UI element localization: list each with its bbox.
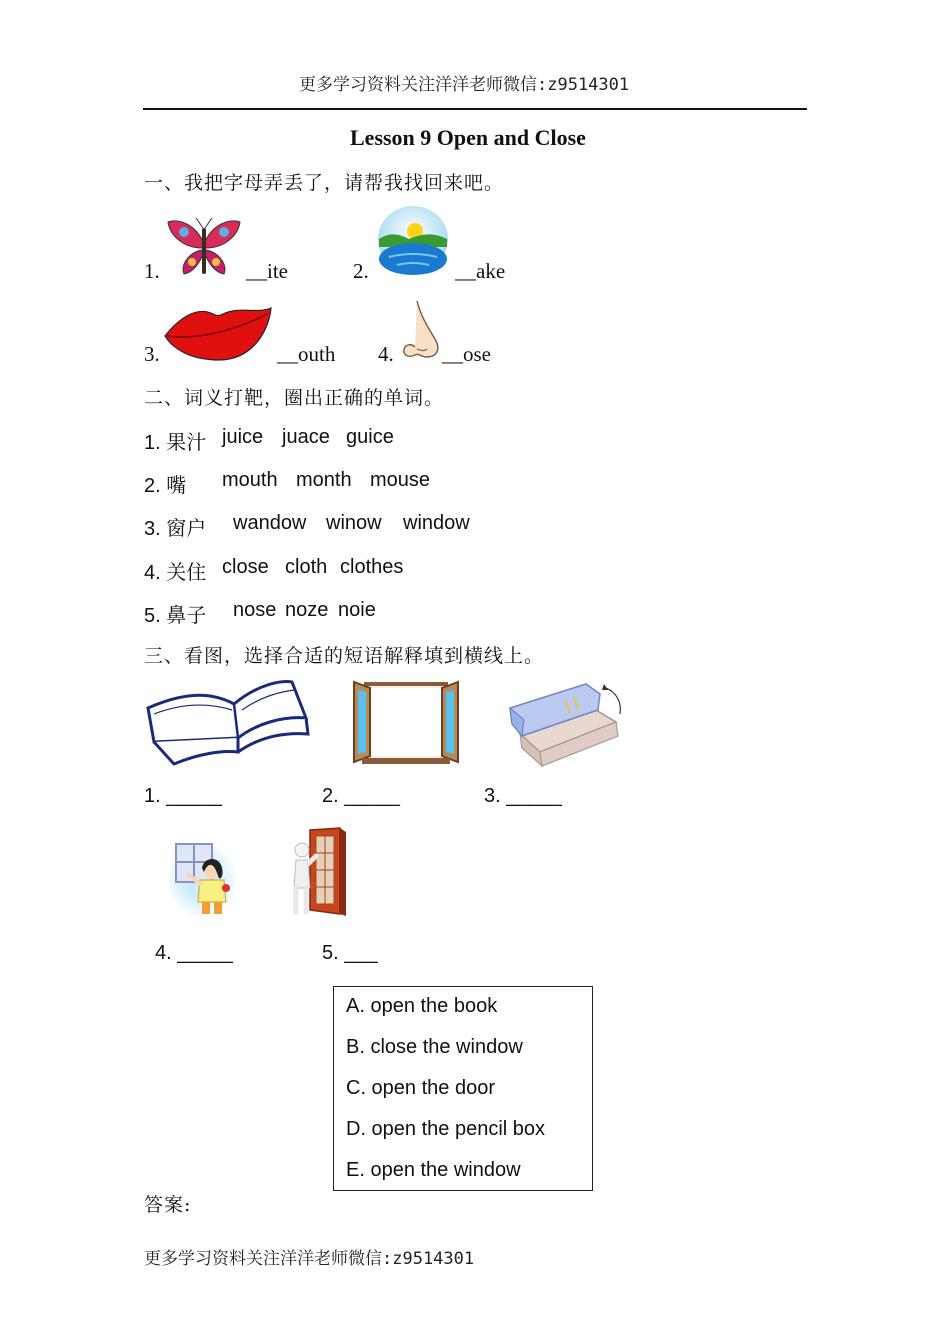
s1-item4-blank: __ose — [442, 342, 491, 366]
s1-item1-number: 1. — [144, 259, 160, 283]
s2-row5-word3: noie — [338, 599, 376, 621]
header-divider — [143, 108, 807, 110]
s2-row1-label: 1. 果汁 — [144, 432, 207, 454]
s3-blank2: 2. _____ — [322, 785, 400, 807]
s2-row4-label: 4. 关住 — [144, 562, 207, 584]
s1-item4-number: 4. — [378, 342, 394, 366]
option-b: B. close the window — [346, 1036, 523, 1058]
section2-heading: 二、词义打靶，圈出正确的单词。 — [144, 387, 445, 409]
s1-item2-blank: __ake — [455, 259, 506, 283]
page-footer: 更多学习资料关注洋洋老师微信:z9514301 — [144, 1249, 475, 1269]
s2-row2-word1: mouth — [222, 469, 278, 491]
butterfly-kite-icon — [166, 216, 242, 278]
open-book-icon — [146, 680, 310, 766]
s2-row1-word3: guice — [346, 426, 394, 448]
page-title: Lesson 9 Open and Close — [350, 125, 586, 150]
s2-row5-word2: noze — [285, 599, 329, 621]
s2-row2-word2: month — [296, 469, 352, 491]
option-e: E. open the window — [346, 1159, 521, 1181]
option-c: C. open the door — [346, 1077, 495, 1099]
pencil-box-icon — [508, 680, 626, 768]
s2-row3-word2: winow — [326, 512, 382, 534]
option-d: D. open the pencil box — [346, 1118, 546, 1140]
open-window-icon — [352, 680, 460, 764]
s1-item3-blank: __outh — [277, 342, 336, 366]
s3-blank1: 1. _____ — [144, 785, 222, 807]
s2-row5-label: 5. 鼻子 — [144, 605, 207, 627]
s3-blank4: 4. _____ — [155, 942, 233, 964]
s1-item3-number: 3. — [144, 342, 160, 366]
lips-icon — [163, 302, 273, 364]
s2-row3-word3: window — [403, 512, 470, 534]
option-a: A. open the book — [346, 995, 498, 1017]
page-header: 更多学习资料关注洋洋老师微信:z9514301 — [299, 75, 630, 95]
s2-row4-word3: clothes — [340, 556, 404, 578]
s2-row3-label: 3. 窗户 — [144, 518, 207, 540]
section1-heading: 一、我把字母弄丢了，请帮我找回来吧。 — [144, 172, 505, 194]
s2-row1-word2: juace — [282, 426, 330, 448]
nose-icon — [399, 299, 443, 361]
s2-row1-word1: juice — [222, 426, 264, 448]
s2-row2-label: 2. 嘴 — [144, 475, 187, 497]
s2-row4-word1: close — [222, 556, 269, 578]
s1-item2-number: 2. — [353, 259, 369, 283]
lake-icon — [377, 205, 449, 277]
girl-closing-window-icon — [166, 840, 238, 918]
s2-row4-word2: cloth — [285, 556, 328, 578]
person-opening-door-icon — [286, 826, 348, 918]
answer-label: 答案: — [144, 1194, 192, 1216]
s3-blank3: 3. _____ — [484, 785, 562, 807]
section3-heading: 三、看图，选择合适的短语解释填到横线上。 — [144, 645, 545, 667]
s2-row3-word1: wandow — [233, 512, 307, 534]
s2-row2-word3: mouse — [370, 469, 431, 491]
s3-blank5: 5. ___ — [322, 942, 378, 964]
s1-item1-blank: __ite — [246, 259, 288, 283]
s2-row5-word1: nose — [233, 599, 277, 621]
